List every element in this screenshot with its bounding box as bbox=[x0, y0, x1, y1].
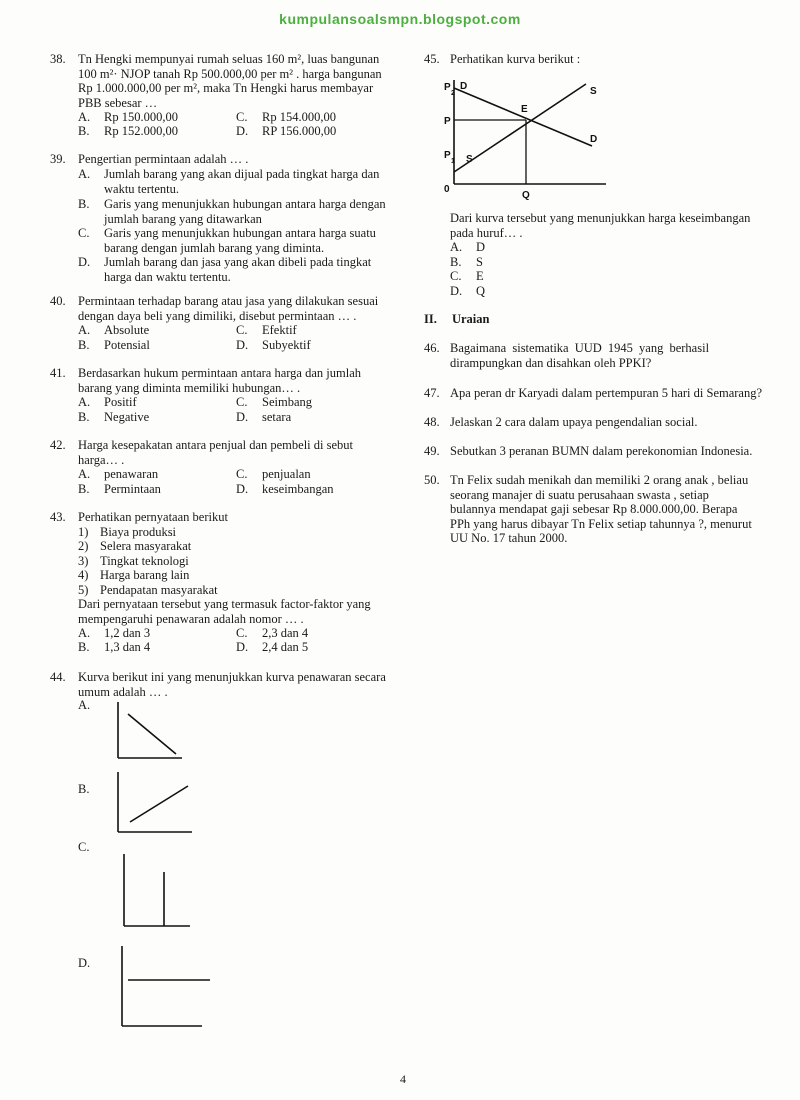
option-d: D. setara bbox=[236, 410, 292, 424]
downward-curve bbox=[128, 714, 176, 754]
option-b: B. Rp 152.000,00 bbox=[78, 124, 178, 138]
question-text-line: PBB sebesar … bbox=[78, 95, 158, 110]
question-text-line: UU No. 17 tahun 2000. bbox=[450, 531, 568, 545]
option-b: B. Permintaan bbox=[78, 482, 161, 496]
curve-graph-c bbox=[110, 850, 200, 930]
question-text-line: mempengaruhi penawaran adalah nomor … . bbox=[78, 611, 304, 626]
option-a-label: A. bbox=[78, 698, 91, 712]
label-d-bottom: D bbox=[590, 134, 598, 145]
section-number: II. bbox=[424, 312, 437, 326]
label-e: E bbox=[521, 104, 528, 115]
option-b: B. Potensial bbox=[78, 338, 150, 352]
section-title: Uraian bbox=[451, 312, 490, 326]
question-text-line: Bagaimana sistematika UUD 1945 yang berhasil bbox=[450, 341, 710, 355]
question-text-line: Harga kesepakatan antara penjual dan pembeli di sebut bbox=[78, 438, 354, 452]
label-d-top: D bbox=[460, 81, 468, 92]
label-p2-sub: 2 bbox=[451, 90, 455, 97]
question-text: Pengertian permintaan adalah … . bbox=[78, 152, 249, 166]
question-number: 43. bbox=[50, 510, 66, 524]
statement-item: 5) Pendapatan masyarakat bbox=[78, 582, 218, 597]
question-text-line: seorang manajer di suatu perusahaan swasta , setiap bbox=[450, 487, 709, 502]
question-text-line: Berdasarkan hukum permintaan antara harga dan jumlah bbox=[78, 366, 361, 380]
question-text-line: Tn Hengki mempunyai rumah seluas 160 m², luas bangunan bbox=[78, 52, 380, 66]
option-a: A. Positif bbox=[78, 395, 137, 409]
statement-item: 3) Tingkat teknologi bbox=[78, 553, 189, 568]
label-origin: 0 bbox=[444, 184, 450, 195]
question-number: 46. bbox=[424, 341, 440, 355]
question-number: 48. bbox=[424, 415, 440, 429]
question-text-line: 100 m²· NJOP tanah Rp 500.000,00 per m² . harga bangunan bbox=[78, 66, 382, 81]
option-a: A. D bbox=[450, 240, 486, 254]
question-number: 39. bbox=[50, 152, 66, 166]
question-45-continued bbox=[450, 211, 760, 298]
demand-curve bbox=[454, 88, 592, 146]
supply-curve bbox=[454, 84, 586, 172]
option-d: D. keseimbangan bbox=[236, 482, 334, 496]
option-d: D. 2,4 dan 5 bbox=[236, 640, 309, 654]
upward-curve bbox=[130, 786, 188, 822]
question-text-line: Kurva berikut ini yang menunjukkan kurva penawaran secara bbox=[78, 670, 386, 684]
question-text-line: pada huruf… . bbox=[450, 225, 523, 240]
option-d-label: D. bbox=[78, 956, 91, 970]
curve-graph-d bbox=[110, 940, 210, 1030]
question-number: 41. bbox=[50, 366, 66, 380]
option-c: C. E bbox=[450, 269, 484, 283]
question-text-line: harga… . bbox=[78, 452, 125, 467]
label-p2: P bbox=[444, 82, 451, 93]
question-text-line: Dari kurva tersebut yang menunjukkan harga keseimbangan bbox=[450, 211, 751, 225]
option-b: B. Negative bbox=[78, 410, 150, 424]
option-c: C. 2,3 dan 4 bbox=[236, 626, 309, 640]
option-c: C. Garis yang menunjukkan hubungan antara harga suatu barang dengan jumlah barang yang diminta. bbox=[78, 226, 376, 255]
option-d: D. RP 156.000,00 bbox=[236, 124, 337, 138]
question-number: 49. bbox=[424, 444, 440, 458]
label-s-top: S bbox=[590, 86, 597, 97]
equilibrium-graph bbox=[440, 76, 620, 206]
option-c-label: C. bbox=[78, 840, 90, 854]
question-number: 50. bbox=[424, 473, 440, 487]
section-heading bbox=[424, 312, 489, 327]
question-text-line: Permintaan terhadap barang atau jasa yang dilakukan sesuai bbox=[78, 294, 379, 308]
question-text-line: Rp 1.000.000,00 per m², maka Tn Hengki harus membayar bbox=[78, 81, 374, 95]
option-c: C. Rp 154.000,00 bbox=[236, 110, 336, 124]
option-a: A. Jumlah barang yang akan dijual pada tingkat harga dan waktu tertentu. bbox=[78, 167, 380, 196]
question-number: 45. bbox=[424, 52, 440, 66]
label-p: P bbox=[444, 116, 451, 127]
question-number: 47. bbox=[424, 386, 440, 400]
curve-graph-b bbox=[110, 768, 200, 838]
question-text: Perhatikan kurva berikut : bbox=[450, 52, 581, 66]
question-number: 44. bbox=[50, 670, 66, 684]
question-text-line: Dari pernyataan tersebut yang termasuk factor-faktor yang bbox=[78, 597, 371, 611]
label-p1-sub: 1 bbox=[451, 158, 455, 165]
option-d: D. Jumlah barang dan jasa yang akan dibeli pada tingkat harga dan waktu tertentu. bbox=[78, 255, 372, 284]
question-text: Perhatikan pernyataan berikut bbox=[78, 510, 228, 524]
question-text: Sebutkan 3 peranan BUMN dalam perekonomian Indonesia. bbox=[450, 444, 753, 458]
option-c: C. Efektif bbox=[236, 323, 297, 337]
option-a: A. 1,2 dan 3 bbox=[78, 626, 151, 640]
question-text-line: umum adalah … . bbox=[78, 684, 168, 699]
question-number: 38. bbox=[50, 52, 66, 66]
question-text-line: Tn Felix sudah menikah dan memiliki 2 orang anak , beliau bbox=[450, 473, 749, 487]
statement-item: 2) Selera masyarakat bbox=[78, 539, 192, 553]
question-text-line: barang yang diminta memiliki hubungan… . bbox=[78, 380, 301, 395]
question-text-line: bulannya mendapat gaji sebesar Rp 8.000.000,00. Berapa bbox=[450, 502, 738, 516]
question-text: Jelaskan 2 cara dalam upaya pengendalian social. bbox=[450, 415, 698, 429]
question-text-line: dirampungkan dan disahkan oleh PPKI? bbox=[450, 355, 652, 370]
option-d: D. Subyektif bbox=[236, 338, 311, 352]
option-c: C. Seimbang bbox=[236, 395, 312, 409]
curve-graph-a bbox=[110, 700, 200, 765]
option-b-label: B. bbox=[78, 782, 90, 796]
question-number: 42. bbox=[50, 438, 66, 452]
option-a: A. penawaran bbox=[78, 467, 159, 481]
blog-watermark: kumpulansoalsmpn.blogspot.com bbox=[279, 11, 521, 27]
option-b: B. 1,3 dan 4 bbox=[78, 640, 151, 654]
option-d: D. Q bbox=[450, 283, 486, 298]
option-c: C. penjualan bbox=[236, 467, 311, 481]
option-a: A. Absolute bbox=[78, 323, 150, 337]
question-text: Apa peran dr Karyadi dalam pertempuran 5 hari di Semarang? bbox=[450, 386, 763, 400]
question-text-line: dengan daya beli yang dimiliki, disebut permintaan … . bbox=[78, 308, 357, 323]
page-number: 4 bbox=[400, 1072, 406, 1086]
statement-item: 1) Biaya produksi bbox=[78, 524, 177, 539]
statement-item: 4) Harga barang lain bbox=[78, 568, 190, 582]
question-number: 40. bbox=[50, 294, 66, 308]
label-p1: P bbox=[444, 150, 451, 161]
option-b: B. Garis yang menunjukkan hubungan antara harga dengan jumlah barang yang ditawarkan bbox=[78, 197, 386, 226]
label-s-bottom: S bbox=[466, 154, 473, 165]
option-a: A. Rp 150.000,00 bbox=[78, 110, 178, 124]
option-b: B. S bbox=[450, 254, 483, 269]
question-text-line: PPh yang harus dibayar Tn Felix setiap tahunnya ?, menurut bbox=[450, 516, 752, 531]
label-q: Q bbox=[522, 190, 530, 201]
